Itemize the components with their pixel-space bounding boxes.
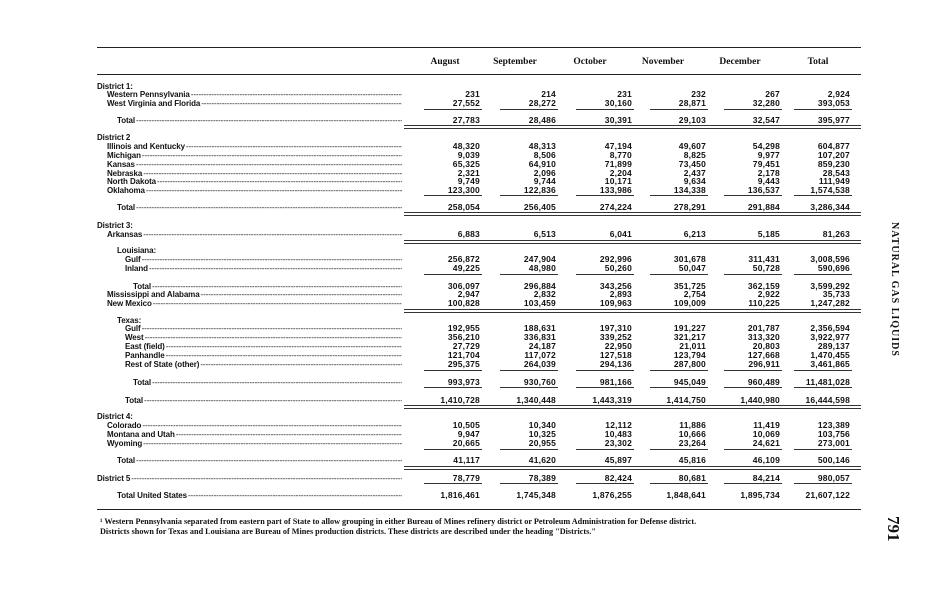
cell-total: 3,008,596 — [810, 254, 850, 264]
double-rule — [404, 405, 861, 409]
cell-october: 109,963 — [599, 298, 632, 308]
cell-october: 71,899 — [604, 159, 632, 169]
subtotal-rule — [424, 274, 482, 275]
subtotal-rule — [724, 449, 782, 450]
row-label: Oklahoma ----- — [107, 186, 402, 195]
cell-september: 48,980 — [528, 263, 556, 273]
cell-december: 362,159 — [747, 281, 780, 291]
cell-total: 107,207 — [817, 150, 850, 160]
cell-september: 117,072 — [524, 350, 556, 360]
cell-october: 8,770 — [609, 150, 632, 160]
subtotal-rule — [500, 370, 558, 371]
cell-october: 1,443,319 — [592, 395, 632, 405]
cell-december: 311,431 — [748, 254, 780, 264]
cell-august: 356,210 — [447, 332, 480, 342]
table-bottom-rule — [97, 509, 861, 510]
subtotal-rule — [576, 195, 634, 196]
row-label: Colorado ----- — [107, 421, 402, 430]
cell-october: 127,518 — [599, 350, 632, 360]
row-label: District 3: — [97, 221, 133, 230]
subtotal-rule — [650, 483, 708, 484]
table-row — [0, 439, 949, 448]
cell-august: 27,729 — [452, 341, 480, 351]
subtotal-rule — [724, 483, 782, 484]
table-row — [0, 299, 949, 308]
cell-august: 192,955 — [447, 323, 480, 333]
row-label: Total ----- — [117, 456, 402, 465]
cell-november: 73,450 — [678, 159, 706, 169]
cell-november: 49,607 — [678, 141, 706, 151]
cell-september: 103,459 — [523, 298, 556, 308]
cell-october: 6,041 — [609, 229, 632, 239]
column-header-august: August — [430, 57, 460, 67]
column-header-september: September — [493, 57, 537, 67]
cell-december: 1,440,980 — [740, 395, 780, 405]
row-label: Total ----- — [133, 378, 402, 387]
cell-total: 590,696 — [817, 263, 850, 273]
cell-september: 336,831 — [523, 332, 556, 342]
cell-total: 35,733 — [822, 289, 850, 299]
cell-september: 264,039 — [523, 359, 556, 369]
cell-october: 45,897 — [604, 455, 632, 465]
row-label: Total ----- — [133, 282, 402, 291]
row-label: Gulf ----- — [125, 324, 402, 333]
subtotal-rule — [794, 274, 852, 275]
cell-august: 993,973 — [447, 377, 480, 387]
cell-september: 2,096 — [533, 168, 556, 178]
subtotal-rule — [500, 195, 558, 196]
cell-september: 188,631 — [523, 323, 556, 333]
subtotal-rule — [500, 483, 558, 484]
row-label: West ----- — [125, 333, 402, 342]
subtotal-rule — [424, 449, 482, 450]
cell-december: 1,895,734 — [740, 490, 780, 500]
cell-december: 79,451 — [752, 159, 780, 169]
subtotal-rule — [794, 449, 852, 450]
cell-december: 2,922 — [757, 289, 780, 299]
cell-december: 960,489 — [747, 377, 780, 387]
cell-december: 291,884 — [747, 202, 780, 212]
row-label: Michigan ----- — [107, 151, 402, 160]
cell-november: 321,217 — [673, 332, 706, 342]
cell-august: 65,325 — [452, 159, 480, 169]
cell-november: 6,213 — [683, 229, 706, 239]
cell-september: 1,745,348 — [516, 490, 556, 500]
cell-october: 12,112 — [605, 420, 632, 430]
row-label: North Dakota ----- — [107, 177, 402, 186]
cell-september: 2,832 — [533, 289, 556, 299]
cell-october: 2,204 — [609, 168, 632, 178]
page-number: 791 — [884, 516, 903, 542]
subtotal-rule — [724, 387, 782, 388]
cell-october: 23,302 — [604, 438, 632, 448]
cell-total: 2,924 — [827, 89, 850, 99]
cell-december: 9,443 — [757, 176, 780, 186]
cell-october: 10,171 — [604, 176, 632, 186]
total-row — [0, 116, 949, 125]
table-row — [0, 360, 949, 369]
cell-september: 24,187 — [528, 341, 556, 351]
subtotal-rule — [424, 370, 482, 371]
double-rule — [404, 212, 861, 216]
cell-december: 32,547 — [752, 115, 780, 125]
row-label: Wyoming ----- — [107, 439, 402, 448]
column-header-december: December — [719, 57, 761, 67]
subtotal-rule — [500, 449, 558, 450]
cell-august: 258,054 — [447, 202, 480, 212]
cell-september: 296,884 — [523, 281, 556, 291]
cell-september: 64,910 — [528, 159, 556, 169]
table-row — [0, 474, 949, 483]
row-label: Total ----- — [117, 116, 402, 125]
cell-november: 28,871 — [678, 98, 706, 108]
row-label: Inland ----- — [125, 264, 402, 273]
subtotal-rule — [424, 387, 482, 388]
cell-august: 48,320 — [452, 141, 480, 151]
subtotal-rule — [424, 483, 482, 484]
cell-october: 292,996 — [599, 254, 632, 264]
row-label: Total United States ----- — [117, 491, 402, 500]
column-header-november: November — [641, 57, 685, 67]
cell-november: 2,754 — [683, 289, 706, 299]
cell-august: 9,039 — [457, 150, 480, 160]
cell-november: 50,047 — [678, 263, 706, 273]
cell-total: 980,057 — [817, 473, 850, 483]
cell-september: 122,836 — [523, 185, 556, 195]
cell-september: 930,760 — [523, 377, 556, 387]
cell-september: 8,506 — [533, 150, 556, 160]
subtotal-rule — [500, 274, 558, 275]
double-rule — [404, 125, 861, 129]
subtotal-rule — [794, 387, 852, 388]
cell-november: 1,848,641 — [666, 490, 706, 500]
cell-total: 604,877 — [817, 141, 850, 151]
cell-november: 11,886 — [679, 420, 706, 430]
row-label: Arkansas ----- — [107, 230, 402, 239]
subtotal-rule — [500, 387, 558, 388]
running-head: NATURAL GAS LIQUIDS — [889, 222, 900, 357]
total-row — [0, 396, 949, 405]
cell-total: 1,470,455 — [810, 350, 850, 360]
cell-september: 9,744 — [533, 176, 556, 186]
row-label: Louisiana: — [117, 246, 157, 255]
table-row — [0, 264, 949, 273]
footnote-line-1: ¹ Western Pennsylvania separated from eastern part of State to allow grouping in either Bureau of Mines refinery district or Petroleum Administration for Defense district. — [100, 517, 697, 526]
cell-total: 21,607,122 — [805, 490, 850, 500]
cell-october: 231 — [617, 89, 632, 99]
cell-november: 21,011 — [679, 341, 706, 351]
header-bottom-rule — [97, 74, 861, 75]
double-rule — [404, 240, 861, 244]
subtotal-rule — [724, 370, 782, 371]
cell-august: 256,872 — [447, 254, 480, 264]
row-label: Nebraska ----- — [107, 169, 402, 178]
table-row — [0, 186, 949, 195]
subtotal-rule — [576, 109, 634, 110]
subtotal-rule — [424, 195, 482, 196]
cell-august: 123,300 — [447, 185, 480, 195]
cell-september: 20,955 — [528, 438, 556, 448]
cell-total: 1,574,538 — [810, 185, 850, 195]
cell-december: 54,298 — [752, 141, 780, 151]
table-row — [0, 230, 949, 239]
cell-september: 48,313 — [528, 141, 556, 151]
cell-december: 5,185 — [757, 229, 780, 239]
cell-december: 201,787 — [747, 323, 780, 333]
total-row — [0, 491, 949, 500]
cell-december: 46,109 — [752, 455, 780, 465]
cell-total: 3,286,344 — [810, 202, 850, 212]
cell-december: 127,668 — [747, 350, 780, 360]
subtotal-rule — [576, 274, 634, 275]
cell-august: 1,816,461 — [440, 490, 480, 500]
cell-october: 30,160 — [604, 98, 632, 108]
cell-total: 395,977 — [817, 115, 850, 125]
subtotal-rule — [794, 370, 852, 371]
cell-august: 306,097 — [447, 281, 480, 291]
cell-september: 10,325 — [528, 429, 556, 439]
total-row — [0, 378, 949, 387]
cell-august: 2,321 — [457, 168, 480, 178]
cell-total: 81,263 — [822, 229, 850, 239]
cell-total: 1,247,282 — [810, 298, 850, 308]
cell-october: 343,256 — [599, 281, 632, 291]
cell-november: 351,725 — [673, 281, 706, 291]
subtotal-rule — [650, 370, 708, 371]
cell-october: 50,260 — [604, 263, 632, 273]
cell-total: 103,756 — [817, 429, 850, 439]
cell-total: 16,444,598 — [805, 395, 850, 405]
cell-total: 111,949 — [818, 176, 850, 186]
cell-august: 49,225 — [452, 263, 480, 273]
subtotal-rule — [576, 387, 634, 388]
cell-december: 10,069 — [752, 429, 780, 439]
cell-december: 24,621 — [752, 438, 780, 448]
subtotal-rule — [576, 370, 634, 371]
cell-december: 11,419 — [753, 420, 780, 430]
cell-september: 28,486 — [528, 115, 556, 125]
row-label: Kansas ----- — [107, 160, 402, 169]
cell-november: 80,681 — [678, 473, 706, 483]
cell-december: 110,225 — [748, 298, 780, 308]
cell-november: 8,825 — [683, 150, 706, 160]
cell-november: 945,049 — [673, 377, 706, 387]
cell-september: 1,340,448 — [516, 395, 556, 405]
table-top-rule — [97, 47, 861, 48]
cell-december: 136,537 — [747, 185, 780, 195]
cell-september: 6,513 — [533, 229, 556, 239]
cell-november: 232 — [691, 89, 706, 99]
cell-october: 30,391 — [604, 115, 632, 125]
cell-total: 500,146 — [817, 455, 850, 465]
cell-december: 32,280 — [752, 98, 780, 108]
cell-october: 294,136 — [599, 359, 632, 369]
cell-august: 295,375 — [447, 359, 480, 369]
cell-september: 78,389 — [528, 473, 556, 483]
cell-november: 23,264 — [678, 438, 706, 448]
cell-december: 296,911 — [748, 359, 780, 369]
cell-october: 1,876,255 — [592, 490, 632, 500]
subtotal-rule — [794, 195, 852, 196]
subtotal-rule — [650, 387, 708, 388]
cell-september: 28,272 — [528, 98, 556, 108]
row-label: New Mexico ----- — [107, 299, 402, 308]
cell-november: 2,437 — [683, 168, 706, 178]
table-row — [0, 99, 949, 108]
row-label: District 1: — [97, 82, 133, 91]
row-label: Montana and Utah ----- — [107, 430, 402, 439]
cell-august: 78,779 — [452, 473, 480, 483]
cell-total: 393,053 — [817, 98, 850, 108]
cell-december: 2,178 — [757, 168, 780, 178]
cell-november: 10,666 — [678, 429, 706, 439]
subtotal-rule — [650, 449, 708, 450]
subtotal-rule — [650, 109, 708, 110]
cell-august: 121,704 — [447, 350, 480, 360]
cell-december: 313,320 — [747, 332, 780, 342]
cell-august: 1,410,728 — [440, 395, 480, 405]
subtotal-rule — [794, 483, 852, 484]
cell-december: 20,803 — [752, 341, 780, 351]
double-rule — [404, 466, 861, 470]
subtotal-rule — [650, 274, 708, 275]
cell-november: 29,103 — [678, 115, 706, 125]
cell-october: 133,986 — [599, 185, 632, 195]
cell-august: 231 — [465, 89, 480, 99]
row-label: Western Pennsylvania ----- — [107, 90, 402, 99]
cell-november: 301,678 — [673, 254, 706, 264]
cell-total: 859,230 — [817, 159, 850, 169]
cell-october: 2,893 — [609, 289, 632, 299]
cell-total: 289,137 — [817, 341, 850, 351]
cell-august: 20,665 — [452, 438, 480, 448]
cell-october: 274,224 — [599, 202, 632, 212]
row-label: District 4: — [97, 412, 133, 421]
cell-december: 267 — [765, 89, 780, 99]
subtotal-rule — [724, 109, 782, 110]
cell-december: 50,728 — [752, 263, 780, 273]
cell-total: 3,922,977 — [810, 332, 850, 342]
subtotal-rule — [794, 109, 852, 110]
cell-october: 10,483 — [604, 429, 632, 439]
subtotal-rule — [724, 274, 782, 275]
cell-december: 84,214 — [752, 473, 780, 483]
row-label: Rest of State (other) ----- — [125, 360, 402, 369]
row-label: Total ----- — [125, 396, 402, 405]
cell-september: 10,340 — [528, 420, 556, 430]
cell-august: 2,947 — [457, 289, 480, 299]
cell-september: 247,904 — [523, 254, 556, 264]
column-header-total: Total — [807, 57, 829, 67]
cell-august: 41,117 — [453, 455, 480, 465]
cell-total: 3,461,865 — [810, 359, 850, 369]
cell-total: 273,001 — [817, 438, 850, 448]
subtotal-rule — [576, 483, 634, 484]
subtotal-rule — [500, 109, 558, 110]
cell-total: 123,389 — [817, 420, 850, 430]
cell-november: 278,291 — [673, 202, 706, 212]
cell-october: 82,424 — [604, 473, 632, 483]
cell-august: 27,552 — [452, 98, 480, 108]
cell-august: 9,749 — [457, 176, 480, 186]
cell-november: 191,227 — [673, 323, 706, 333]
cell-november: 123,794 — [673, 350, 706, 360]
row-label: District 2 — [97, 133, 131, 142]
row-label: Texas: — [117, 316, 142, 325]
subtotal-rule — [724, 195, 782, 196]
total-row — [0, 203, 949, 212]
subtotal-rule — [576, 449, 634, 450]
row-label: Mississippi and Alabama ----- — [107, 290, 402, 299]
cell-october: 981,166 — [599, 377, 632, 387]
cell-november: 45,816 — [678, 455, 706, 465]
cell-november: 9,634 — [683, 176, 706, 186]
cell-august: 6,883 — [457, 229, 480, 239]
cell-total: 3,599,292 — [810, 281, 850, 291]
cell-october: 197,310 — [599, 323, 632, 333]
cell-august: 10,505 — [452, 420, 480, 430]
subtotal-rule — [424, 109, 482, 110]
double-rule — [404, 309, 861, 313]
cell-november: 287,800 — [673, 359, 706, 369]
row-label: West Virginia and Florida ----- — [107, 99, 402, 108]
cell-november: 1,414,750 — [666, 395, 706, 405]
cell-october: 22,950 — [604, 341, 632, 351]
row-label: Total ----- — [117, 203, 402, 212]
cell-total: 2,356,594 — [810, 323, 850, 333]
subtotal-rule — [650, 195, 708, 196]
cell-september: 256,405 — [523, 202, 556, 212]
cell-december: 9,977 — [757, 150, 780, 160]
total-row — [0, 456, 949, 465]
row-label: District 5 ----- — [97, 474, 402, 483]
cell-august: 9,947 — [457, 429, 480, 439]
row-label: East (field) ----- — [125, 342, 402, 351]
cell-august: 27,783 — [452, 115, 480, 125]
cell-november: 109,009 — [673, 298, 706, 308]
cell-october: 47,194 — [604, 141, 632, 151]
row-label: Illinois and Kentucky ----- — [107, 142, 402, 151]
column-header-october: October — [573, 57, 607, 67]
row-label: Panhandle ----- — [125, 351, 402, 360]
row-label: Gulf ----- — [125, 255, 402, 264]
cell-november: 134,338 — [673, 185, 706, 195]
cell-total: 28,543 — [822, 168, 850, 178]
cell-september: 214 — [541, 89, 556, 99]
cell-august: 100,828 — [447, 298, 480, 308]
footnote-line-2: Districts shown for Texas and Louisiana are Bureau of Mines production districts. These districts are described under the heading "Districts." — [100, 527, 596, 536]
cell-total: 11,481,028 — [805, 377, 850, 387]
cell-october: 339,252 — [599, 332, 632, 342]
cell-september: 41,620 — [528, 455, 556, 465]
